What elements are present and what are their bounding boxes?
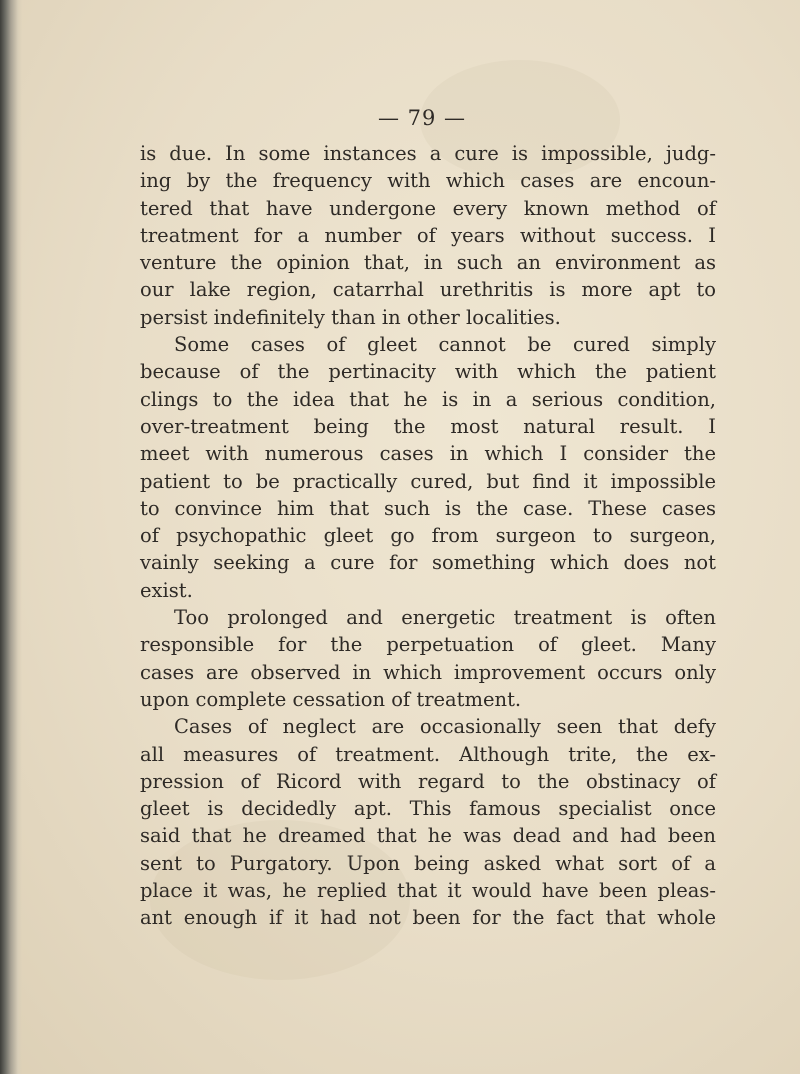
- paragraph: [140, 713, 716, 931]
- binding-edge: [0, 0, 22, 1074]
- text-line: patient to be practically cured, but find it impossible: [140, 469, 716, 493]
- page-number: — 79 —: [377, 106, 467, 130]
- text-line: all measures of treatment. Although trite, the ex-: [140, 742, 716, 766]
- text-line: vainly seeking a cure for something which does not: [140, 551, 716, 575]
- paragraph: [140, 604, 716, 713]
- text-line: place it was, he replied that it would have been pleas-: [140, 879, 716, 903]
- text-line: because of the pertinacity with which the patient: [140, 360, 716, 384]
- text-line: ant enough if it had not been for the fact that whole: [140, 906, 716, 930]
- text-line: over-treatment being the most natural result. I: [140, 414, 716, 438]
- text-line: venture the opinion that, in such an environment as: [140, 251, 716, 275]
- body-text: [140, 140, 716, 932]
- text-line: treatment for a number of years without success. I: [140, 223, 716, 247]
- text-line: to convince him that such is the case. These cases: [140, 496, 716, 520]
- paragraph: [140, 140, 716, 331]
- text-line: meet with numerous cases in which I consider the: [140, 442, 716, 466]
- text-line: is due. In some instances a cure is impossible, judg-: [140, 142, 716, 165]
- text-line: persist indefinitely than in other localities.: [140, 305, 561, 329]
- text-line: Some cases of gleet cannot be cured simply: [174, 333, 716, 357]
- text-line: our lake region, catarrhal urethritis is more apt to: [140, 278, 716, 302]
- text-line: upon complete cessation of treatment.: [140, 687, 522, 711]
- paragraph: [140, 331, 716, 604]
- text-line: responsible for the perpetuation of gleet. Many: [140, 633, 716, 657]
- text-line: ing by the frequency with which cases are encoun-: [140, 169, 716, 193]
- text-line: gleet is decidedly apt. This famous specialist once: [140, 797, 716, 821]
- text-line: tered that have undergone every known method of: [140, 196, 716, 220]
- text-line: exist.: [140, 578, 193, 602]
- text-line: clings to the idea that he is in a serious condition,: [140, 387, 716, 411]
- text-line: of psychopathic gleet go from surgeon to surgeon,: [140, 524, 716, 548]
- text-line: said that he dreamed that he was dead and had been: [140, 824, 716, 848]
- text-line: cases are observed in which improvement occurs only: [140, 660, 716, 684]
- text-line: Cases of neglect are occasionally seen that defy: [174, 715, 716, 739]
- text-line: Too prolonged and energetic treatment is often: [174, 606, 716, 630]
- text-line: pression of Ricord with regard to the obstinacy of: [140, 769, 716, 793]
- text-line: sent to Purgatory. Upon being asked what sort of a: [140, 851, 716, 875]
